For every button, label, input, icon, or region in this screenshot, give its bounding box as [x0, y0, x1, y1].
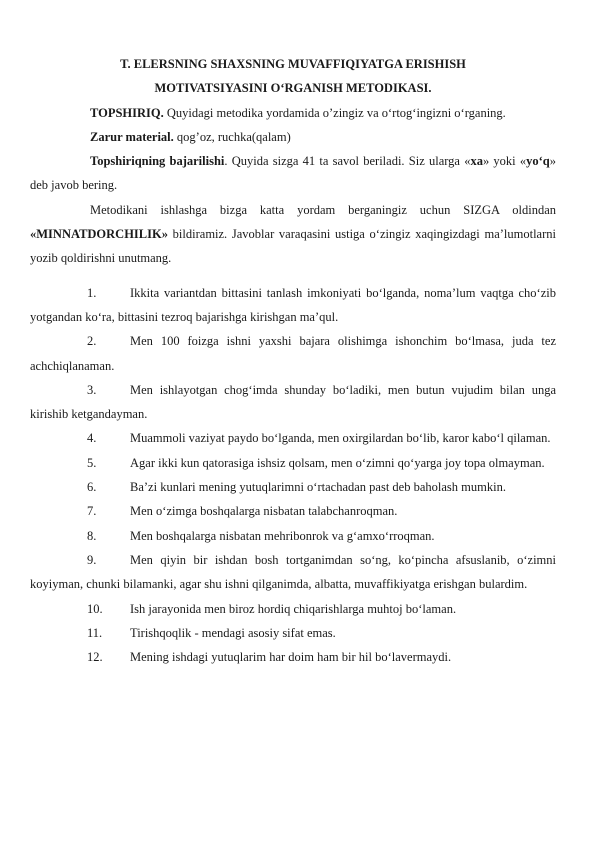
question-item [30, 281, 556, 330]
thanks-text-b: bildiramiz. Javoblar varaqasini ustiga o‘zingiz xaqingizdagi ma’lumotlarni yozib qoldirishni unutmang. [30, 227, 556, 266]
question-number: 12. [87, 650, 103, 665]
question-text: Men o‘zimga boshqalarga nisbatan talabchanroqman. [130, 504, 398, 519]
question-item [30, 621, 556, 645]
question-item [30, 597, 556, 621]
question-item [30, 378, 556, 427]
question-number: 1. [87, 285, 97, 300]
question-text: Ba’zi kunlari mening yutuqlarimni o‘rtachadan past deb baholash mumkin. [130, 480, 506, 495]
question-number: 8. [87, 528, 97, 543]
question-number: 3. [87, 382, 97, 397]
material-paragraph [30, 125, 556, 149]
procedure-label: Topshiriqning bajarilishi [90, 154, 225, 169]
question-text: Men 100 foizga ishni yaxshi bajara olishimga ishonchim bo‘lmasa, juda tez achchiqlanaman. [30, 334, 556, 373]
question-number: 4. [87, 431, 97, 446]
question-item [30, 451, 556, 475]
thanks-bold: «MINNATDORCHILIK» [30, 227, 168, 242]
answer-no: yo‘q [526, 154, 550, 169]
question-item [30, 426, 556, 450]
question-item [30, 524, 556, 548]
procedure-paragraph [30, 149, 556, 198]
question-number: 7. [87, 504, 97, 519]
task-paragraph [30, 101, 556, 125]
procedure-text-a: . Quyida sizga 41 ta savol beriladi. Siz ularga « [224, 154, 471, 169]
question-number: 11. [87, 625, 103, 640]
question-item [30, 499, 556, 523]
question-text: Tirishqoqlik - mendagi asosiy sifat emas. [130, 625, 336, 640]
question-text: Men ishlayotgan chog‘imda shunday bo‘ladiki, men butun vujudim bilan unga kirishib ketgandayman. [30, 382, 556, 422]
question-number: 5. [87, 455, 97, 470]
question-text: Agar ikki kun qatorasiga ishsiz qolsam, men o‘zimni qo‘yarga joy topa olmayman. [130, 455, 545, 470]
question-item [30, 475, 556, 499]
task-text: Quyidagi metodika yordamida o’zingiz va o‘rtog‘ingizni o‘rganing. [163, 105, 506, 120]
document-page [30, 52, 556, 669]
question-item [30, 329, 556, 378]
question-number: 10. [87, 601, 103, 616]
answer-yes: xa [470, 154, 483, 169]
question-number: 2. [87, 334, 97, 349]
task-label: TOPSHIRIQ. [90, 105, 164, 120]
question-item [30, 645, 556, 669]
document-title-line-2: MOTIVATSIYASINI O‘RGANISH METODIKASI. [154, 81, 432, 96]
question-number: 9. [87, 552, 97, 567]
question-text: Mening ishdagi yutuqlarim har doim ham bir hil bo‘lavermaydi. [130, 650, 452, 665]
question-list [30, 281, 556, 670]
procedure-text-b: » yoki « [482, 154, 527, 169]
question-text: Ish jarayonida men biroz hordiq chiqarishlarga muhtoj bo‘laman. [130, 601, 457, 616]
thanks-paragraph [30, 198, 556, 271]
question-text: Ikkita variantdan bittasini tanlash imkoniyati bo‘lganda, noma’lum vaqtga cho‘zib yotgandan ko‘ra, bittasini tezroq bajarishga kirishgan ma’qul. [30, 285, 556, 324]
thanks-text-a: Metodikani ishlashga bizga katta yordam berganingiz uchun SIZGA oldindan [90, 202, 556, 217]
question-text: Men boshqalarga nisbatan mehribonrok va g‘amxo‘rroqman. [130, 528, 435, 543]
material-text: qog’oz, ruchka(qalam) [173, 129, 291, 144]
question-text: Men qiyin bir ishdan bosh tortganimdan so‘ng, ko‘pincha afsuslanib, o‘zimni koyiyman, chunki bilamanki, agar shu ishni qilganimda, albatta, muvaffikiyatga erishgan bulardim. [30, 552, 556, 592]
question-item [30, 548, 556, 597]
material-label: Zarur material. [90, 129, 174, 144]
question-number: 6. [87, 480, 97, 495]
procedure-text-c: » deb javob bering. [30, 154, 556, 193]
document-title-line-1: T. ELERSNING SHAXSNING MUVAFFIQIYATGA ERISHISH [120, 57, 466, 71]
question-text: Muammoli vaziyat paydo bo‘lganda, men oxirgilardan bo‘lib, karor kabo‘l qilaman. [130, 431, 551, 446]
